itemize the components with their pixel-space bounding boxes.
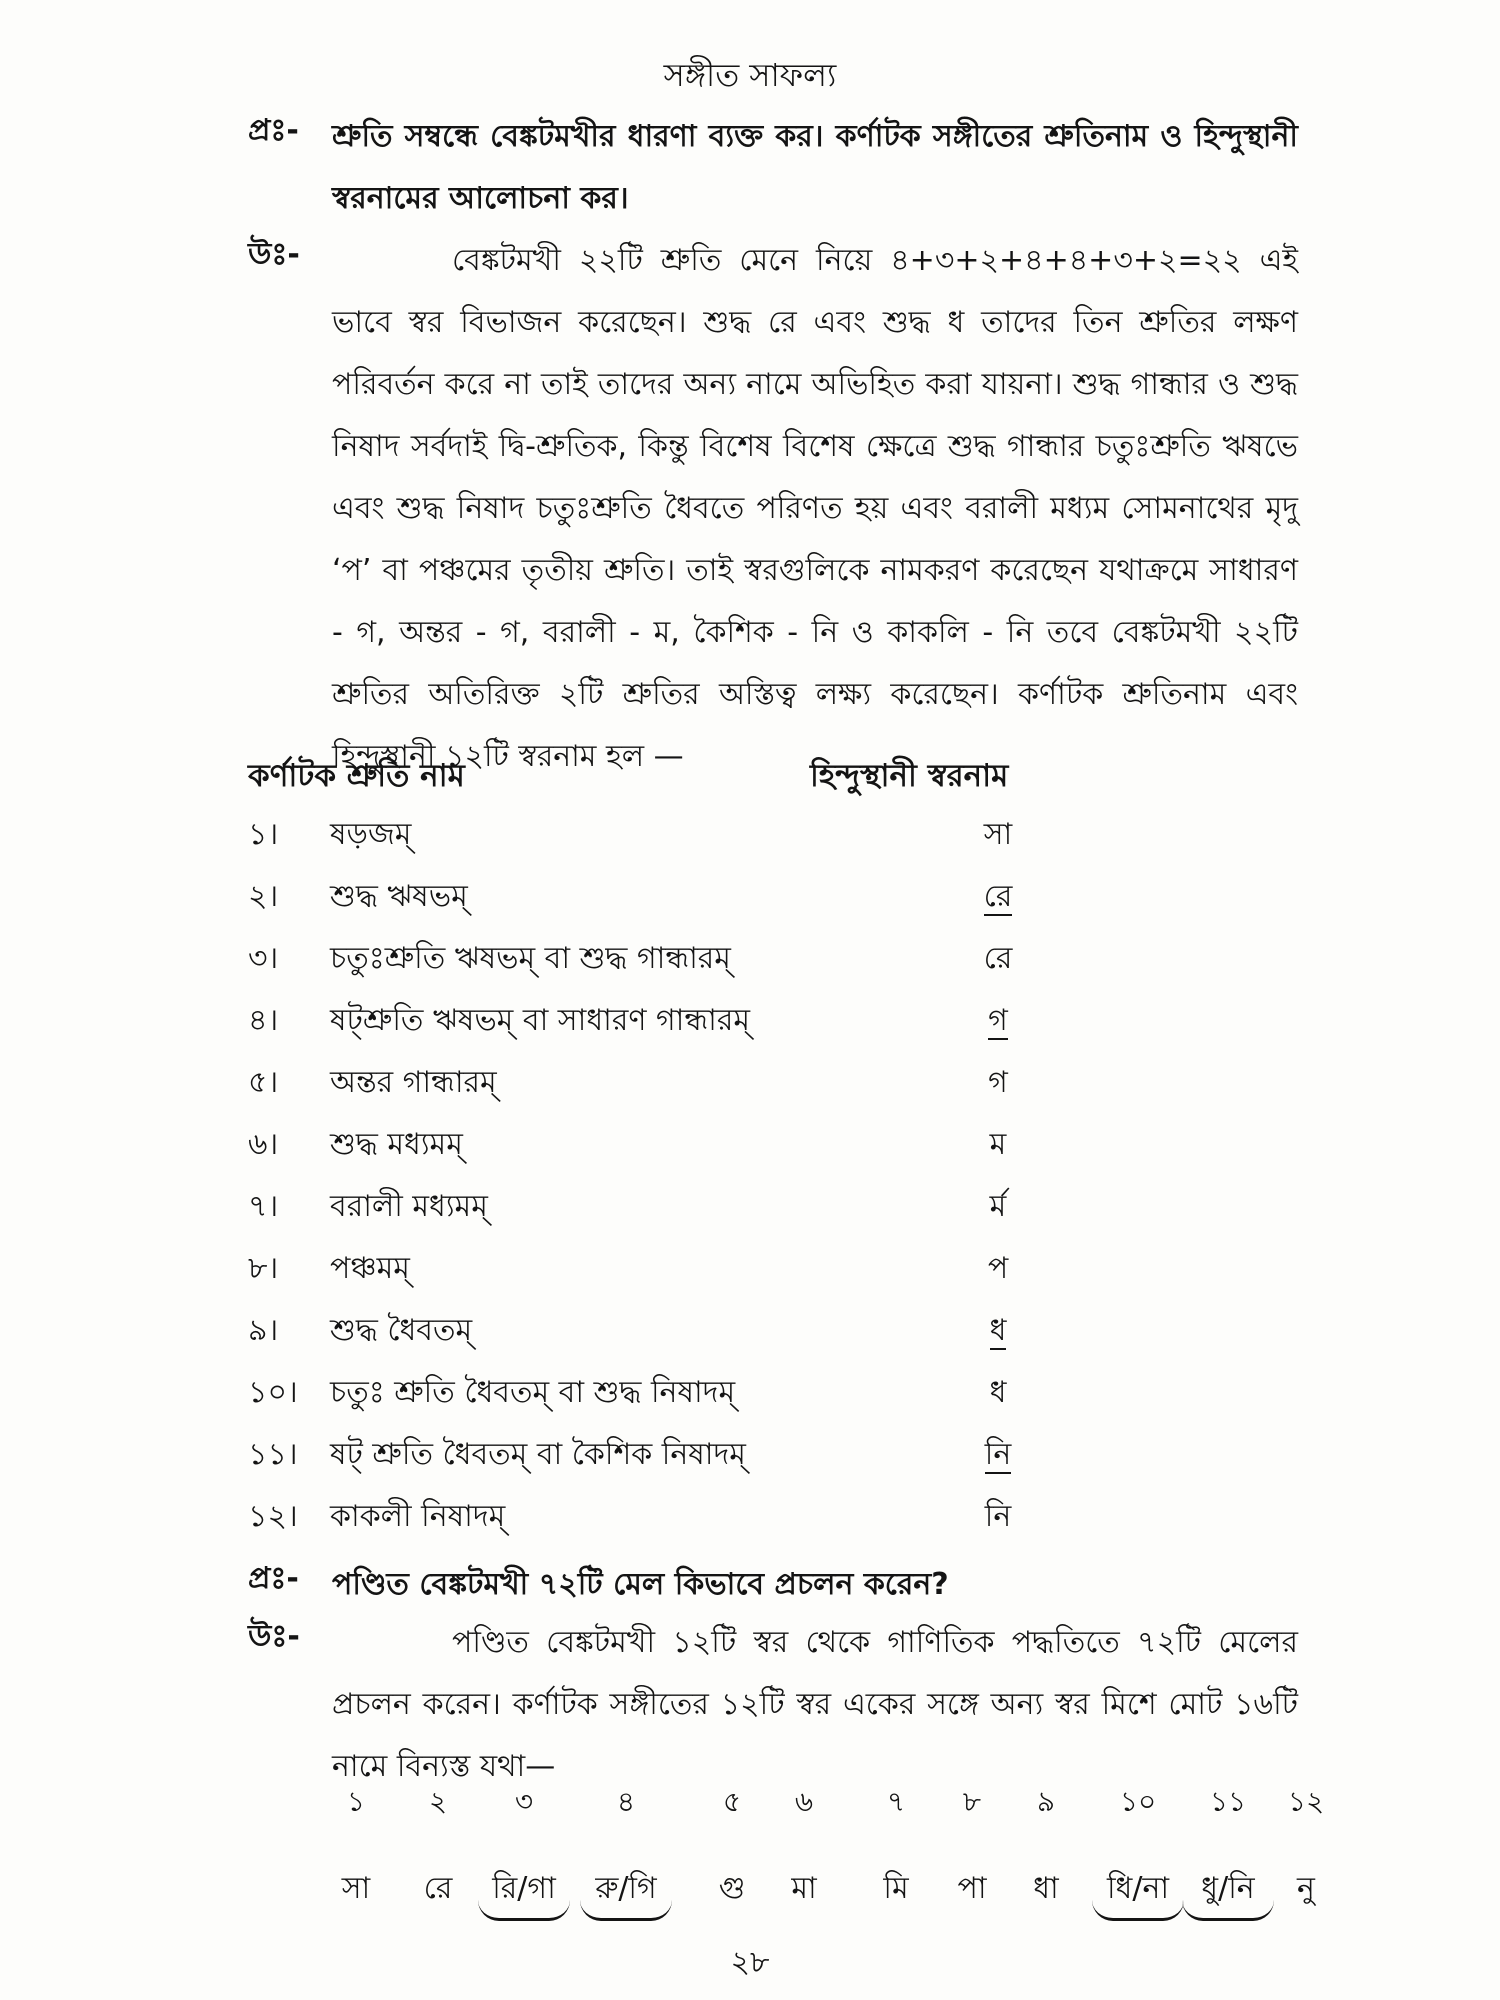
row-number: ১০। (248, 1375, 298, 1410)
combination-arc (580, 1900, 672, 1921)
answer-1 (248, 230, 1298, 788)
mel-name: গু (718, 1871, 746, 1906)
row-number: ৪। (248, 1003, 279, 1038)
karnatak-name: চতুঃশ্রুতি ঋষভম্ বা শুদ্ধ গান্ধারম্ (330, 941, 731, 976)
table-row (248, 934, 1298, 996)
karnatak-name: শুদ্ধ ধৈবতম্ (330, 1313, 473, 1348)
mel-name: ধা (1033, 1871, 1059, 1906)
hindustani-swar: নি (984, 1499, 1012, 1534)
question-text: শ্রুতি সম্বন্ধে বেঙ্কটমখীর ধারণা ব্যক্ত কর। কর্ণাটক সঙ্গীতের শ্রুতিনাম ও হিন্দুস্থানী স্বরনামের আলোচনা কর। (332, 119, 1298, 216)
mel-scale (316, 1780, 1325, 1924)
mel-name: রু/গি (595, 1871, 657, 1906)
row-number: ৩। (248, 941, 279, 976)
mel-number-row (316, 1780, 1325, 1840)
karnatak-name: বরালী মধ্যমম্ (330, 1189, 488, 1224)
mel-number: ৬ (794, 1785, 814, 1818)
karnatak-name: শুদ্ধ ঋষভম্ (330, 879, 468, 914)
table-row (248, 1306, 1298, 1368)
table-row (248, 1244, 1298, 1306)
hindustani-swar: নি (984, 1437, 1012, 1472)
mel-name: সা (341, 1871, 371, 1906)
question-tag: প্রঃ- (248, 1561, 299, 1596)
mel-name: নু (1297, 1871, 1315, 1906)
table-row (248, 996, 1298, 1058)
table-row (248, 1492, 1298, 1554)
table-row (248, 810, 1298, 872)
row-number: ১। (248, 817, 279, 852)
mel-number: ১০ (1119, 1785, 1157, 1818)
answer-tag: উঃ- (248, 237, 300, 272)
row-number: ৫। (248, 1065, 279, 1100)
row-number: ২। (248, 879, 279, 914)
swar-table (248, 810, 1298, 1554)
hindustani-swar: গ (988, 1003, 1008, 1038)
mel-number: ৮ (962, 1785, 982, 1818)
running-header: সঙ্গীত সাফল্য (663, 56, 837, 94)
combination-arc (1182, 1900, 1274, 1921)
karnatak-name: কাকলী নিষাদম্ (330, 1499, 506, 1534)
question-2 (248, 1554, 1298, 1616)
row-number: ৮। (248, 1251, 279, 1286)
mel-number: ৫ (722, 1785, 742, 1818)
question-text: পণ্ডিত বেঙ্কটমখী ৭২টি মেল কিভাবে প্রচলন করেন? (332, 1567, 949, 1602)
mel-number: ২ (428, 1785, 448, 1818)
mel-name: ধু/নি (1201, 1871, 1255, 1906)
karnatak-name: পঞ্চমম্ (330, 1251, 410, 1286)
mel-number: ৯ (1036, 1785, 1056, 1818)
mel-name: ধি/না (1106, 1871, 1170, 1906)
row-number: ১২। (248, 1499, 298, 1534)
karnatak-name: ষট্ শ্রুতি ধৈবতম্ বা কৈশিক নিষাদম্ (330, 1437, 746, 1472)
table-row (248, 1120, 1298, 1182)
row-number: ৭। (248, 1189, 279, 1224)
karnatak-name: ষট্শ্রুতি ঋষভম্ বা সাধারণ গান্ধারম্ (330, 1003, 750, 1038)
answer-text: বেঙ্কটমখী ২২টি শ্রুতি মেনে নিয়ে ৪+৩+২+৪+৪+৩+২=২২ এই ভাবে স্বর বিভাজন করেছেন। শুদ্ধ রে এবং শুদ্ধ ধ তাদের তিন শ্রুতির লক্ষণ পরিবর্তন করে না তাই তাদের অন্য নামে অভিহিত করা যায়না। শুদ্ধ গান্ধার ও শুদ্ধ নিষাদ সর্বদাই দ্বি-শ্রুতিক, কিন্তু বিশেষ বিশেষ ক্ষেত্রে শুদ্ধ গান্ধার চতুঃশ্রুতি ঋষভে এবং শুদ্ধ নিষাদ চতুঃশ্রুতি ধৈবতে পরিণত হয় এবং বরালী মধ্যম সোমনাথের মৃদু ‘প’ বা পঞ্চমের তৃতীয় শ্রুতি। তাই স্বরগুলিকে নামকরণ করেছেন যথাক্রমে সাধারণ - গ, অন্তর - গ, বরালী - ম, কৈশিক - নি ও কাকলি - নি তবে বেঙ্কটমখী ২২টি শ্রুতির অতিরিক্ত ২টি শ্রুতির অস্তিত্ব লক্ষ্য করেছেন। কর্ণাটক শ্রুতিনাম এবং হিন্দুস্থানী ১২টি স্বরনাম হল — (332, 243, 1299, 774)
column-hindustani: হিন্দুস্থানী স্বরনাম (810, 758, 1009, 794)
column-karnatak: কর্ণাটক শ্রুতি নাম (248, 758, 465, 794)
hindustani-swar: ধ (989, 1375, 1007, 1410)
hindustani-swar: সা (983, 817, 1013, 852)
table-row (248, 1368, 1298, 1430)
answer-tag: উঃ- (248, 1619, 300, 1654)
answer-text: পণ্ডিত বেঙ্কটমখী ১২টি স্বর থেকে গাণিতিক পদ্ধতিতে ৭২টি মেলের প্রচলন করেন। কর্ণাটক সঙ্গীতের ১২টি স্বর একের সঙ্গে অন্য স্বর মিশে মোট ১৬টি নামে বিন্যস্ত যথা— (332, 1625, 1298, 1784)
mel-name: মি (883, 1871, 909, 1906)
mel-number: ৪ (616, 1785, 636, 1818)
hindustani-swar: র্ম (989, 1189, 1007, 1224)
combination-arc (478, 1900, 570, 1921)
page-number: ২৮ (730, 1945, 770, 1980)
karnatak-name: ষড়জম্ (330, 817, 412, 852)
combination-arc (1092, 1900, 1184, 1921)
question-1 (248, 106, 1298, 230)
answer-2 (248, 1612, 1298, 1798)
hindustani-swar: রে (983, 941, 1013, 976)
mel-number: ৩ (514, 1785, 534, 1818)
table-row (248, 872, 1298, 934)
table-row (248, 1058, 1298, 1120)
mel-number: ১১ (1209, 1785, 1247, 1818)
mel-number: ৭ (886, 1785, 906, 1818)
mel-name-row (316, 1864, 1315, 1924)
karnatak-name: অন্তর গান্ধারম্ (330, 1065, 497, 1100)
hindustani-swar: গ (988, 1065, 1008, 1100)
table-row (248, 1430, 1298, 1492)
hindustani-swar: ম (989, 1127, 1007, 1162)
mel-name: রে (423, 1871, 453, 1906)
row-number: ৯। (248, 1313, 279, 1348)
mel-number: ১২ (1287, 1785, 1325, 1818)
karnatak-name: চতুঃ শ্রুতি ধৈবতম্ বা শুদ্ধ নিষাদম্ (330, 1375, 736, 1410)
question-tag: প্রঃ- (248, 113, 299, 148)
mel-number: ১ (346, 1785, 366, 1818)
table-row (248, 1182, 1298, 1244)
mel-name: রি/গা (492, 1871, 556, 1906)
hindustani-swar: প (987, 1251, 1009, 1286)
row-number: ৬। (248, 1127, 279, 1162)
mel-name: পা (957, 1871, 987, 1906)
karnatak-name: শুদ্ধ মধ্যমম্ (330, 1127, 463, 1162)
hindustani-swar: ধ (989, 1313, 1007, 1348)
row-number: ১১। (248, 1437, 298, 1472)
mel-name: মা (791, 1871, 817, 1906)
hindustani-swar: রে (983, 879, 1013, 914)
